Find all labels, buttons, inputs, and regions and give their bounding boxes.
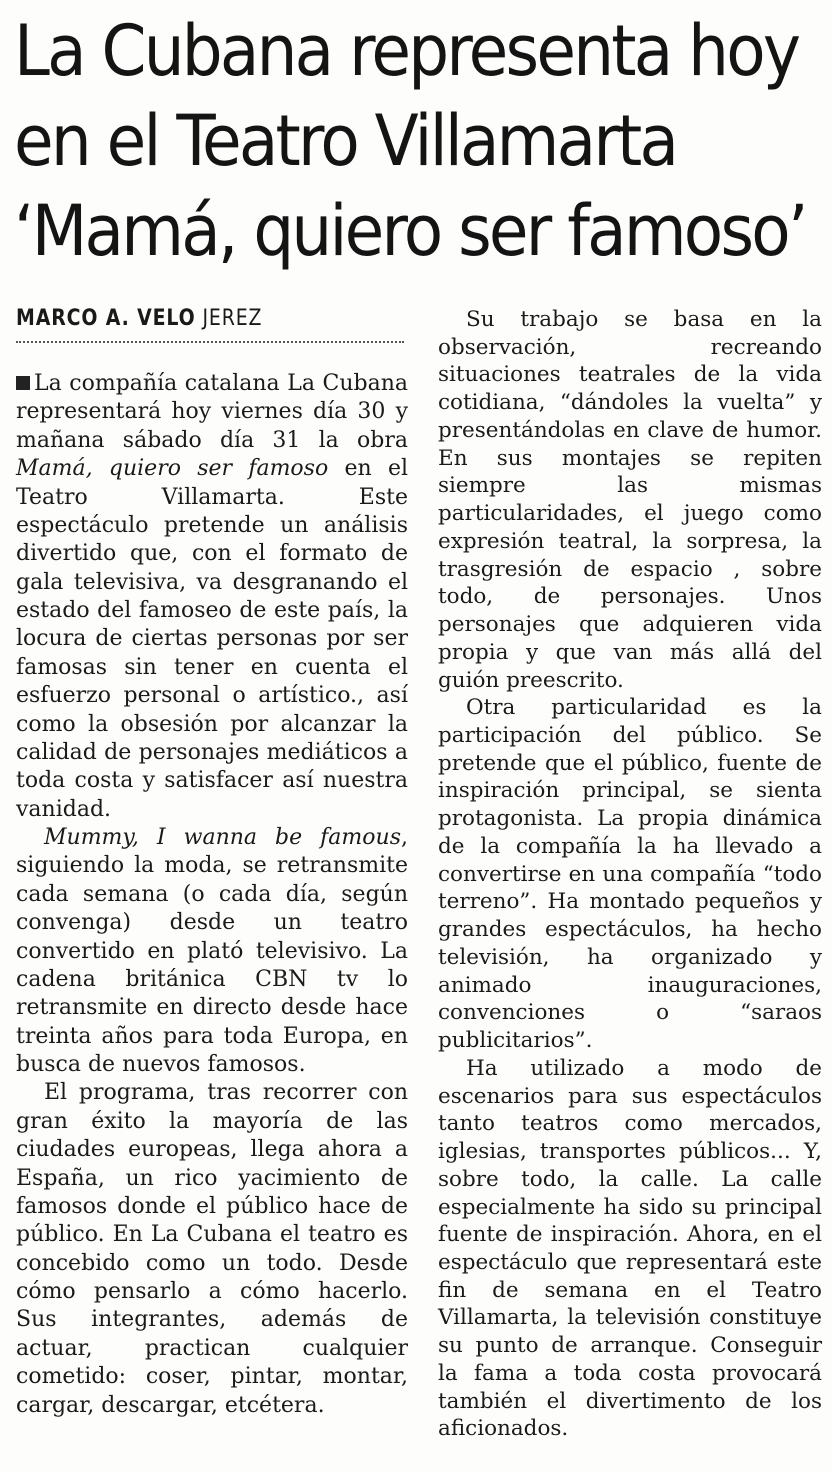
paragraph-1-text-b: en el Teatro Villamarta. Este espectáculo pretende un análisis divertido que, con el formato de gala televisiva, va desgranando el estado del famoseo de este país, la locura de ciertas personas por ser famosas sin tener en cuenta el esfuerzo personal o artístico., así como la obsesión por alcanzar la calidad de personajes mediáticos a toda costa y satisfacer así nuestra vanidad. [16, 456, 408, 822]
article-column-right [438, 306, 822, 1443]
paragraph-6: Ha utilizado a modo de escenarios para sus espectáculos tanto teatros como mercados, iglesias, transportes públicos... Y, sobre todo, la calle. La calle especialmente ha sido su principal fuente de inspiración. Ahora, en el espectáculo que representará este fin de semana en el Teatro Villamarta, la televisión constituye su punto de arranque. Conseguir la fama a toda costa provocará también el divertimento de los aficionados. [438, 1055, 822, 1442]
paragraph-3: El programa, tras recorrer con gran éxito la mayoría de las ciudades europeas, llega ahora a España, un rico yacimiento de famosos donde el público hace de público. En La Cubana el teatro es concebido como un todo. Desde cómo pensarlo a cómo hacerlo. Sus integrantes, además de actuar, practican cualquier cometido: coser, pintar, montar, cargar, descargar, etcétera. [16, 1080, 408, 1418]
headline-line-3: ‘Mamá, quiero ser famoso’ [14, 190, 806, 272]
paragraph-2 [16, 824, 408, 1079]
byline-divider [16, 341, 404, 343]
headline-line-1: La Cubana representa hoy [14, 10, 799, 92]
headline [14, 6, 806, 276]
paragraph-5: Otra particularidad es la participación del público. Se pretende que el público, fuente de inspiración principal, se sienta protagonista. La propia dinámica de la compañía la ha llevado a convertirse en una compañía “todo terreno”. Ha montado pequeños y grandes espectáculos, ha hecho televisión, ha organizado y animado inauguraciones, convenciones o “saraos publicitarios”. [438, 695, 822, 1054]
play-title: Mamá, quiero ser famoso [16, 456, 329, 482]
paragraph-1 [16, 370, 408, 824]
paragraph-4: Su trabajo se basa en la observación, recreando situaciones teatrales de la vida cotidiana, “dándoles la vuelta” y presentándolas en clave de humor. En sus montajes se repiten siempre las mismas particularidades, el juego como expresión teatral, la sorpresa, la trasgresión de espacio , sobre todo, de personajes. Unos personajes que adquieren vida propia y que van más allá del guión preescrito. [438, 307, 822, 693]
lead-square-icon [16, 376, 30, 390]
byline [16, 306, 262, 331]
paragraph-2-text: , siguiendo la moda, se retransmite cada semana (o cada día, según convenga) desde un teatro convertido en plató televisivo. La cadena británica CBN tv lo retransmite en directo desde hace treinta años para toda Europa, en busca de nuevos famosos. [16, 825, 408, 1077]
article-column-left [16, 370, 408, 1420]
show-original-title: Mummy, I wanna be famous [44, 825, 401, 850]
byline-location: JEREZ [202, 306, 263, 331]
headline-line-2: en el Teatro Villamarta [14, 100, 677, 182]
byline-author: MARCO A. VELO [16, 306, 196, 331]
paragraph-1-text-a: La compañía catalana La Cubana representará hoy viernes día 30 y mañana sábado día 31 la obra [16, 371, 408, 453]
